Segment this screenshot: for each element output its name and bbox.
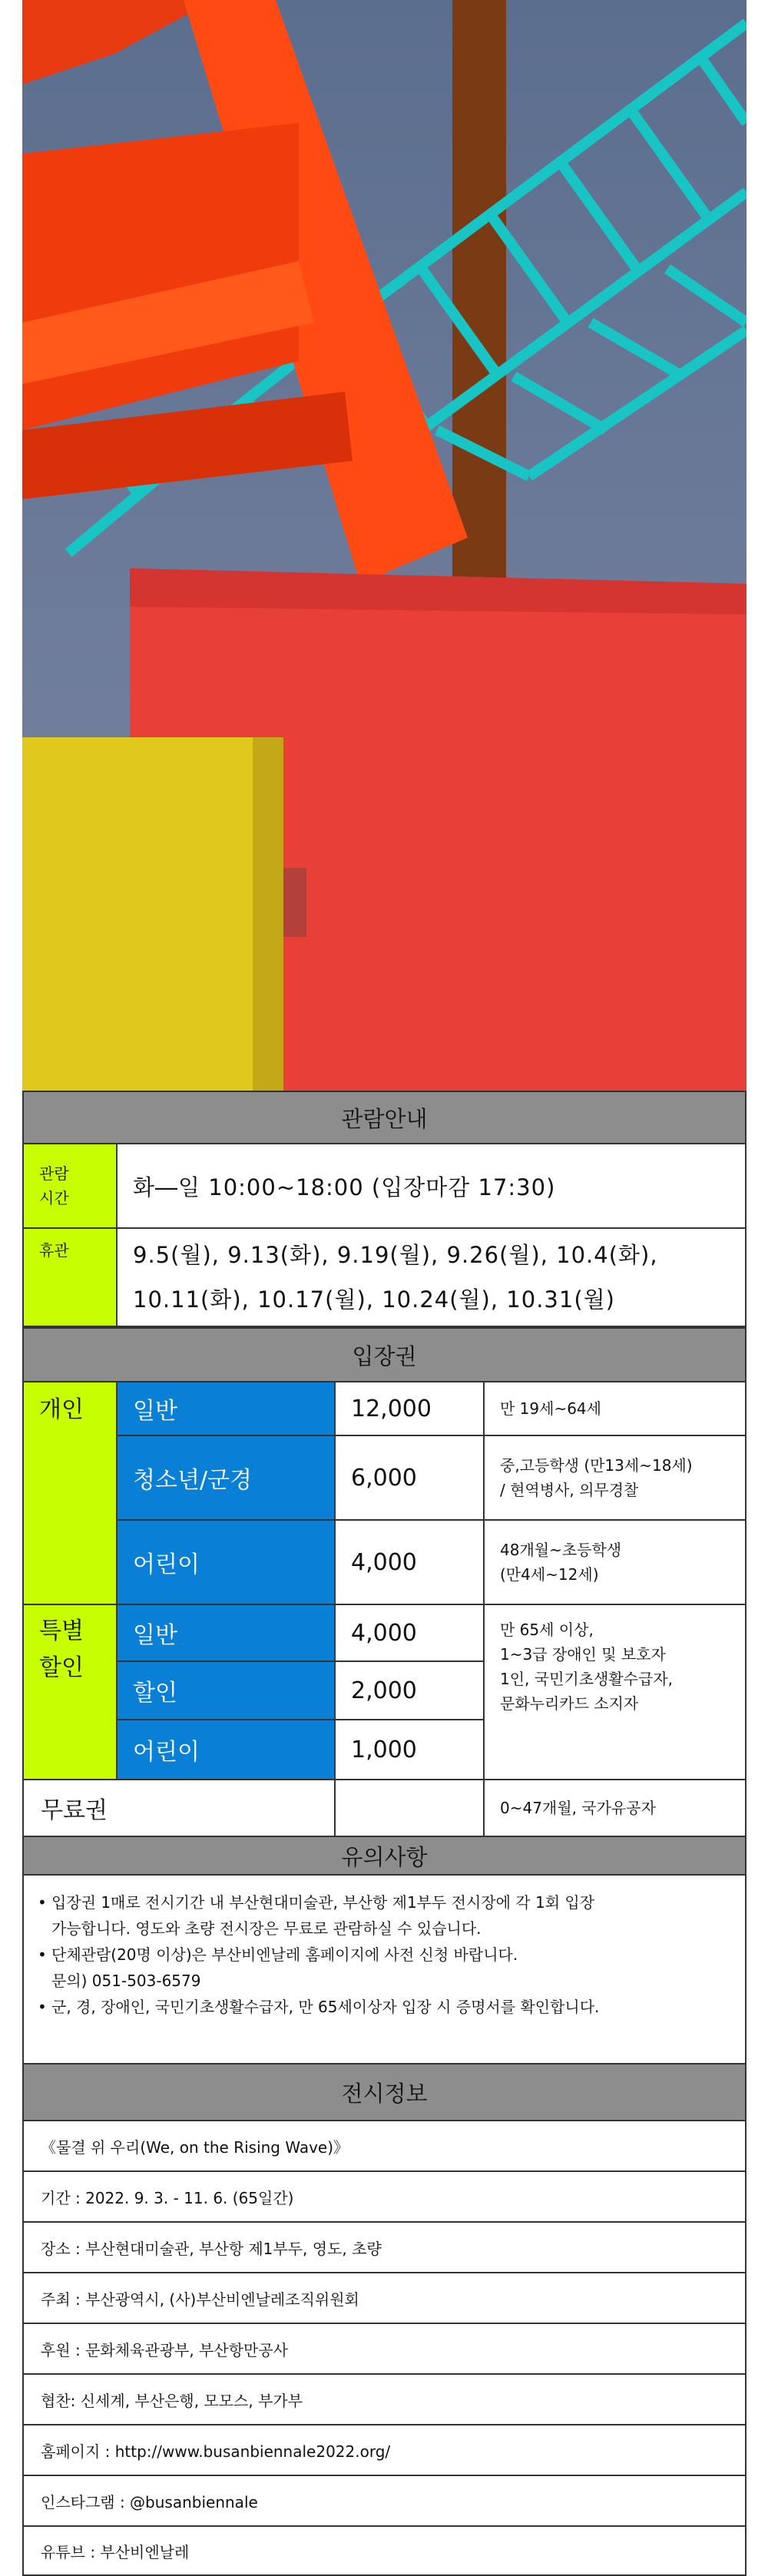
viewing-header bbox=[22, 1091, 746, 1144]
individual-label: 개인 bbox=[22, 1381, 118, 1605]
notice-item-3-line1: 군, 경, 장애인, 국민기초생활수급자, 만 65세이상자 입장 시 증명서를 확인합니다. bbox=[51, 1998, 600, 2016]
price-discount-general: 4,000 bbox=[334, 1604, 485, 1662]
note-discount-line2: 1~3급 장애인 및 보호자 bbox=[500, 1645, 666, 1664]
tickets-header bbox=[22, 1327, 746, 1382]
note-youth-line2: / 현역병사, 의무경찰 bbox=[500, 1481, 639, 1499]
exhibition-period: 기간 : 2022. 9. 3. - 11. 6. (65일간) bbox=[22, 2172, 746, 2223]
ticket-type-general: 일반 bbox=[116, 1381, 336, 1436]
notice-item-2-line1: 단체관람(20명 이상)은 부산비엔날레 홈페이지에 사전 신청 바랍니다. bbox=[51, 1945, 518, 1964]
price-youth: 6,000 bbox=[334, 1435, 485, 1521]
price-discount: 2,000 bbox=[334, 1660, 485, 1720]
note-child-line1: 48개월~초등학생 bbox=[500, 1541, 622, 1559]
ticket-type-discount-general: 일반 bbox=[116, 1604, 336, 1662]
bullet-icon: • bbox=[38, 1945, 47, 1964]
bullet-icon: • bbox=[38, 1893, 47, 1912]
tickets-header-text: 입장권 bbox=[352, 1343, 417, 1369]
notice-header bbox=[22, 1836, 746, 1876]
closed-days-line1: 9.5(월), 9.13(화), 9.19(월), 9.26(월), 10.4(화), bbox=[133, 1242, 658, 1268]
hero-image bbox=[22, 0, 746, 1091]
exhibition-header bbox=[22, 2063, 746, 2121]
exhibition-partners: 협찬: 신세계, 부산은행, 모모스, 부가부 bbox=[22, 2375, 746, 2425]
viewing-header-text: 관람안내 bbox=[341, 1105, 428, 1132]
price-child: 4,000 bbox=[334, 1519, 485, 1605]
closed-label: 휴관 bbox=[22, 1227, 118, 1327]
free-price-empty bbox=[334, 1779, 485, 1837]
exhibition-title: 《물결 위 우리(We, on the Rising Wave)》 bbox=[22, 2121, 746, 2172]
instagram-link[interactable]: 인스타그램 : @busanbiennale bbox=[22, 2476, 746, 2527]
exhibition-host: 주최 : 부산광역시, (사)부산비엔날레조직위원회 bbox=[22, 2273, 746, 2324]
ticket-type-youth: 청소년/군경 bbox=[116, 1435, 336, 1521]
note-discount-line4: 문화누리카드 소지자 bbox=[500, 1694, 639, 1713]
exhibition-venue: 장소 : 부산현대미술관, 부산항 제1부두, 영도, 초량 bbox=[22, 2223, 746, 2273]
notice-list bbox=[22, 1874, 746, 2064]
note-general: 만 19세~64세 bbox=[483, 1381, 746, 1436]
homepage-link[interactable]: 홈페이지 : http://www.busanbiennale2022.org/ bbox=[22, 2425, 746, 2476]
price-discount-child: 1,000 bbox=[334, 1719, 485, 1780]
price-general: 12,000 bbox=[334, 1381, 485, 1436]
note-child-line2: (만4세~12세) bbox=[500, 1565, 599, 1584]
closed-days-line2: 10.11(화), 10.17(월), 10.24(월), 10.31(월) bbox=[133, 1286, 615, 1313]
notice-header-text: 유의사항 bbox=[341, 1843, 428, 1870]
note-discount bbox=[483, 1604, 746, 1780]
hero-artwork bbox=[22, 0, 746, 1091]
note-youth-line1: 중,고등학생 (만13세~18세) bbox=[500, 1456, 693, 1475]
youtube-link[interactable]: 유튜브 : 부산비엔날레 bbox=[22, 2527, 746, 2576]
notice-item-1-line1: 입장권 1매로 전시기간 내 부산현대미술관, 부산항 제1부두 전시장에 각 1회 입장 bbox=[51, 1893, 595, 1912]
note-child bbox=[483, 1519, 746, 1605]
notice-item bbox=[38, 1889, 731, 1942]
note-free: 0~47개월, 국가유공자 bbox=[483, 1779, 746, 1837]
note-discount-line1: 만 65세 이상, bbox=[500, 1621, 594, 1639]
note-youth bbox=[483, 1435, 746, 1521]
free-label: 무료권 bbox=[22, 1779, 336, 1837]
ticket-type-discount-child: 어린이 bbox=[116, 1719, 336, 1780]
closed-days bbox=[116, 1227, 746, 1327]
notice-item bbox=[38, 1942, 731, 1994]
notice-item bbox=[38, 1994, 731, 2020]
note-discount-line3: 1인, 국민기초생활수급자, bbox=[500, 1670, 673, 1688]
exhibition-header-text: 전시정보 bbox=[341, 2080, 428, 2107]
notice-item-1-line2: 가능합니다. 영도와 초량 전시장은 무료로 관람하실 수 있습니다. bbox=[51, 1919, 482, 1938]
exhibition-sponsor: 후원 : 문화체육관광부, 부산항만공사 bbox=[22, 2324, 746, 2375]
bullet-icon: • bbox=[38, 1998, 47, 2016]
notice-item-2-line2: 문의) 051-503-6579 bbox=[51, 1972, 201, 1990]
ticket-type-discount: 할인 bbox=[116, 1660, 336, 1720]
hours-label: 관람 시간 bbox=[22, 1143, 118, 1229]
ticket-type-child: 어린이 bbox=[116, 1519, 336, 1605]
hours-value: 화―일 10:00~18:00 (입장마감 17:30) bbox=[116, 1143, 746, 1229]
discount-label: 특별 할인 bbox=[22, 1604, 118, 1780]
